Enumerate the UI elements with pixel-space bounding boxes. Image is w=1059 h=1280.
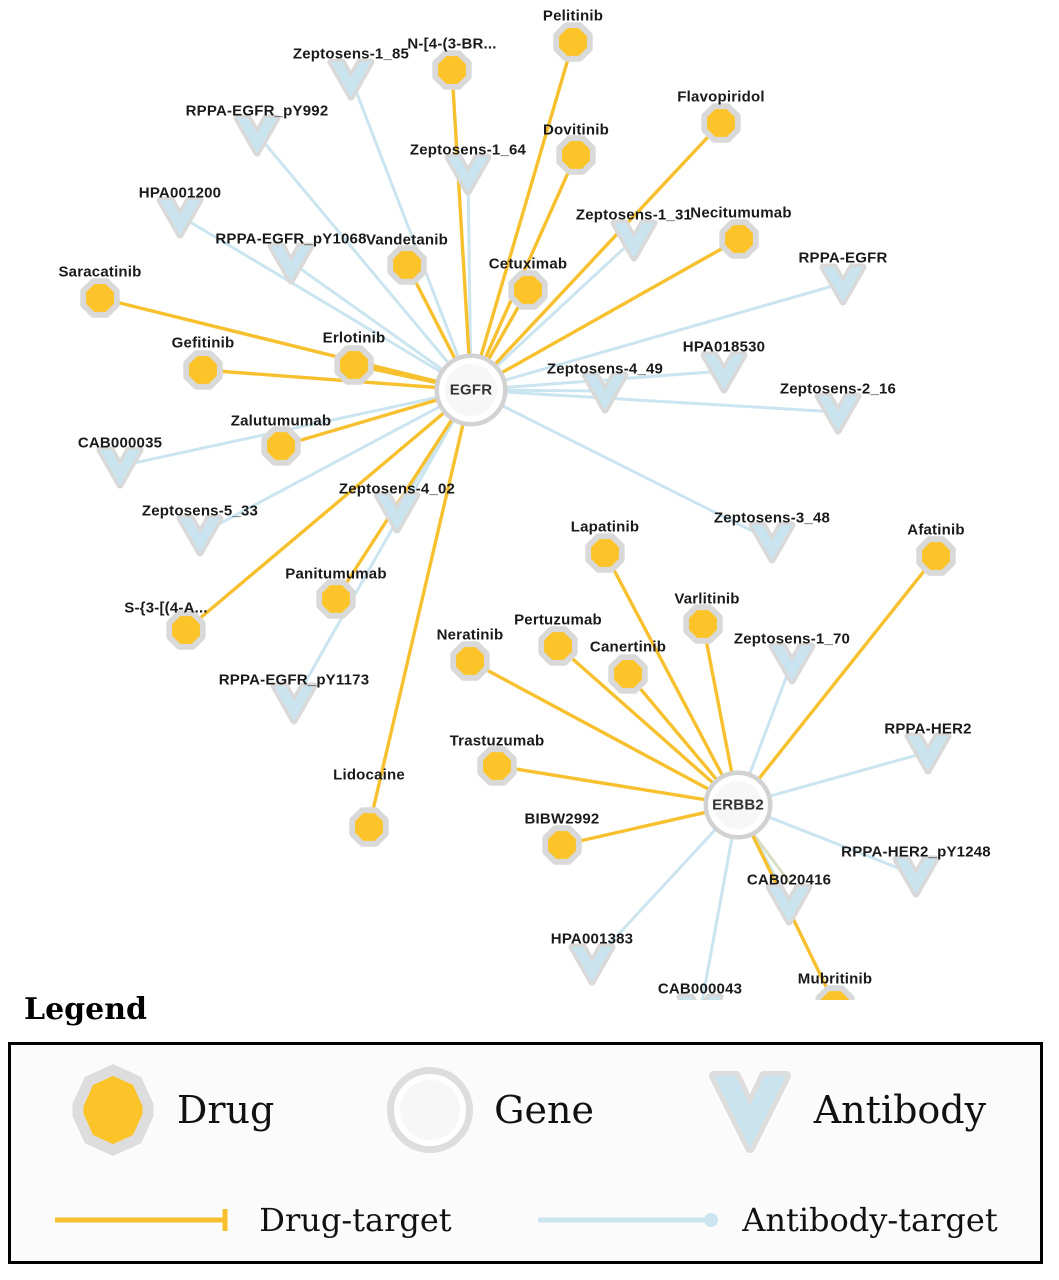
node-label: Trastuzumab bbox=[449, 732, 545, 750]
node-label: HPA001200 bbox=[138, 184, 222, 202]
node-label: Flavopiridol bbox=[677, 88, 765, 106]
drug-node-fill bbox=[562, 141, 590, 169]
drug-node-fill bbox=[591, 539, 619, 567]
node-label: Zalutumumab bbox=[230, 412, 332, 430]
legend-label-gene: Gene bbox=[494, 1088, 594, 1132]
node-label: Dovitinib bbox=[543, 121, 609, 139]
edge bbox=[750, 662, 792, 773]
node-label: Mubritinib bbox=[797, 970, 873, 988]
drug-node-fill bbox=[393, 251, 421, 279]
node-label: RPPA-EGFR_pY1068 bbox=[215, 230, 367, 248]
drug-node-fill bbox=[355, 813, 383, 841]
node-label: Zeptosens-3_48 bbox=[713, 509, 831, 527]
node-label: BIBW2992 bbox=[524, 810, 600, 828]
drug-node-fill bbox=[559, 28, 587, 56]
node-label: HPA018530 bbox=[682, 338, 766, 356]
node-label: Zeptosens-2_16 bbox=[779, 380, 897, 398]
drug-node-fill bbox=[614, 660, 642, 688]
node-label: EGFR bbox=[449, 381, 493, 399]
node-label: Erlotinib bbox=[322, 329, 386, 347]
node-label: Lapatinib bbox=[570, 518, 640, 536]
legend-edge-types bbox=[11, 1175, 1040, 1265]
node-label: Varlitinib bbox=[674, 590, 740, 608]
legend-label-drug-target: Drug-target bbox=[259, 1201, 452, 1239]
node-label: Pertuzumab bbox=[514, 611, 602, 629]
drug-node-fill bbox=[267, 432, 295, 460]
node-label: RPPA-EGFR_pY992 bbox=[185, 102, 329, 120]
edge bbox=[700, 838, 732, 1000]
legend-item-gene bbox=[382, 1062, 594, 1158]
edge bbox=[771, 752, 928, 796]
node-label: ERBB2 bbox=[712, 796, 764, 814]
node-label: Zeptosens-4_02 bbox=[338, 480, 456, 498]
node-label: Lidocaine bbox=[333, 766, 405, 784]
node-label: Zeptosens-4_49 bbox=[546, 360, 664, 378]
node-label: CAB000043 bbox=[657, 980, 743, 998]
drug-node-fill bbox=[544, 632, 572, 660]
legend-title: Legend bbox=[24, 992, 148, 1027]
drug-node-fill bbox=[189, 356, 217, 384]
drug-node-fill bbox=[707, 109, 735, 137]
legend-node-types bbox=[11, 1045, 1040, 1175]
node-label: RPPA-EGFR bbox=[798, 249, 888, 267]
edge bbox=[452, 70, 469, 354]
node-label: Pelitinib bbox=[542, 7, 604, 25]
node-label: RPPA-HER2_pY1248 bbox=[841, 843, 991, 861]
node-label: RPPA-EGFR_pY1173 bbox=[218, 671, 370, 689]
node-label: Saracatinib bbox=[58, 263, 142, 281]
drug-node-fill bbox=[514, 276, 542, 304]
node-label: Zeptosens-1_70 bbox=[733, 630, 851, 648]
node-label: Zeptosens-1_85 bbox=[292, 45, 410, 63]
drug-node-fill bbox=[172, 616, 200, 644]
antibody-icon bbox=[702, 1062, 798, 1158]
drug-node-fill bbox=[483, 752, 511, 780]
legend-item-drug-target bbox=[53, 1201, 451, 1239]
drug-target-edge-icon bbox=[53, 1205, 243, 1235]
drug-node-fill bbox=[725, 225, 753, 253]
node-label: CAB020416 bbox=[746, 871, 832, 889]
legend-label-drug: Drug bbox=[176, 1088, 275, 1132]
drug-node-fill bbox=[922, 542, 950, 570]
legend-item-antibody-target bbox=[536, 1201, 997, 1239]
node-label: Cetuximab bbox=[488, 255, 568, 273]
node-label: Neratinib bbox=[436, 626, 504, 644]
node-label: Panitumumab bbox=[285, 565, 387, 583]
drug-node-fill bbox=[456, 647, 484, 675]
drug-node-fill bbox=[322, 585, 350, 613]
drug-node-fill bbox=[86, 284, 114, 312]
node-label: RPPA-HER2 bbox=[884, 720, 972, 738]
node-label: Vandetanib bbox=[365, 231, 449, 249]
legend-item-antibody bbox=[702, 1062, 986, 1158]
node-label: N-[4-(3-BR... bbox=[407, 35, 497, 53]
edge bbox=[628, 674, 716, 779]
node-label: Necitumumab bbox=[690, 204, 792, 222]
node-label: CAB000035 bbox=[77, 434, 163, 452]
antibody-target-edge-icon bbox=[536, 1205, 726, 1235]
node-label: S-{3-[(4-A... bbox=[124, 599, 208, 617]
drug-node-fill bbox=[548, 831, 576, 859]
node-label: Zeptosens-5_33 bbox=[141, 502, 259, 520]
node-label: Zeptosens-1_31 bbox=[575, 206, 693, 224]
node-label: HPA001383 bbox=[550, 930, 634, 948]
drug-node-fill bbox=[438, 56, 466, 84]
drug-icon bbox=[65, 1062, 161, 1158]
node-label: Canertinib bbox=[589, 638, 667, 656]
gene-icon bbox=[382, 1062, 478, 1158]
node-label: Gefitinib bbox=[171, 334, 235, 352]
drug-node-fill bbox=[689, 610, 717, 638]
legend-box bbox=[8, 1042, 1043, 1264]
legend-label-antibody-target: Antibody-target bbox=[742, 1201, 998, 1239]
node-label: Afatinib bbox=[907, 521, 965, 539]
drug-node-fill bbox=[340, 351, 368, 379]
legend-item-drug bbox=[65, 1062, 274, 1158]
node-label: Zeptosens-1_64 bbox=[409, 141, 527, 159]
legend-label-antibody: Antibody bbox=[813, 1088, 987, 1132]
